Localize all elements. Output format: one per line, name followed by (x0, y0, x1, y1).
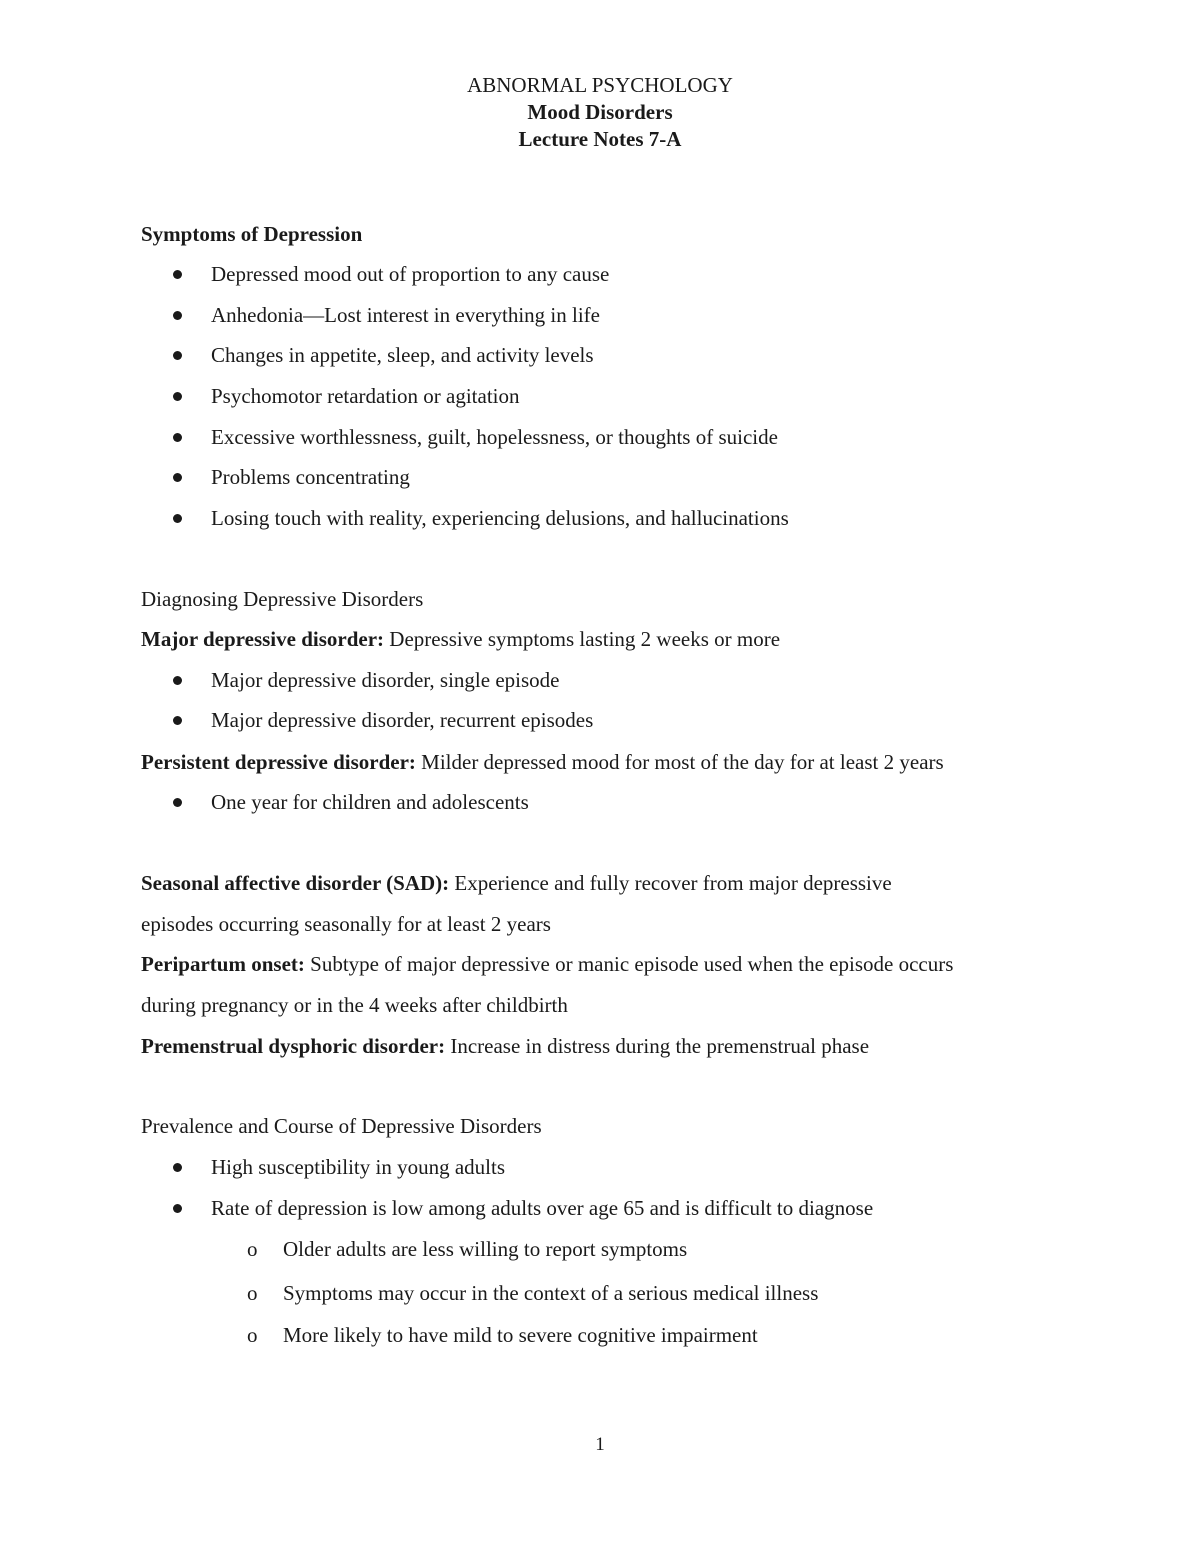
definition: Subtype of major depressive or manic episode used when the episode occurs (304, 952, 954, 976)
list-item: High susceptibility in young adults (211, 1153, 505, 1181)
persistent-depressive-definition (141, 748, 944, 776)
definition: Increase in distress during the premenstrual phase (445, 1034, 870, 1058)
circle-bullet-icon: o (247, 1281, 258, 1305)
list-item: Rate of depression is low among adults over age 65 and is difficult to diagnose (211, 1194, 873, 1222)
bullet-icon (173, 716, 182, 725)
sub-list-item: o Symptoms may occur in the context of a serious medical illness (247, 1281, 819, 1305)
bullet-icon (173, 676, 182, 685)
course-title: ABNORMAL PSYCHOLOGY (467, 73, 733, 97)
list-item: Changes in appetite, sleep, and activity levels (211, 341, 594, 369)
seasonal-definition-continued: episodes occurring seasonally for at least 2 years (141, 912, 551, 936)
definition: Depressive symptoms lasting 2 weeks or more (384, 627, 781, 651)
sub-list-item: o Older adults are less willing to report symptoms (247, 1237, 688, 1261)
bullet-icon (173, 473, 182, 482)
term: Seasonal affective disorder (SAD): (141, 871, 450, 895)
topic-title: Mood Disorders (527, 100, 673, 124)
sub-list-item: o More likely to have mild to severe cognitive impairment (247, 1323, 758, 1347)
list-item: One year for children and adolescents (211, 788, 529, 816)
term: Premenstrual dysphoric disorder: (141, 1034, 446, 1058)
bullet-icon (173, 1204, 182, 1213)
list-item: Major depressive disorder, recurrent episodes (211, 706, 593, 734)
list-item: Losing touch with reality, experiencing delusions, and hallucinations (211, 504, 789, 532)
document-header (0, 72, 1200, 153)
bullet-icon (173, 514, 182, 523)
lecture-title: Lecture Notes 7-A (518, 127, 682, 151)
diagnosing-heading: Diagnosing Depressive Disorders (141, 587, 424, 611)
bullet-icon (173, 311, 182, 320)
circle-bullet-icon: o (247, 1323, 258, 1347)
bullet-icon (173, 1163, 182, 1172)
definition: Milder depressed mood for most of the day for at least 2 years (415, 750, 944, 774)
bullet-icon (173, 392, 182, 401)
bullet-icon (173, 270, 182, 279)
term: Persistent depressive disorder: (141, 750, 416, 774)
list-item: Anhedonia—Lost interest in everything in life (211, 301, 600, 329)
list-item: Problems concentrating (211, 463, 410, 491)
list-item: Psychomotor retardation or agitation (211, 382, 520, 410)
prevalence-heading: Prevalence and Course of Depressive Disorders (141, 1114, 542, 1138)
peripartum-definition (141, 950, 953, 978)
premenstrual-definition (141, 1032, 869, 1060)
major-depressive-definition (141, 625, 780, 653)
list-item: Depressed mood out of proportion to any cause (211, 260, 609, 288)
circle-bullet-icon: o (247, 1237, 258, 1261)
bullet-icon (173, 798, 182, 807)
page-number: 1 (595, 1434, 605, 1455)
definition: Experience and fully recover from major depressive (449, 871, 892, 895)
seasonal-definition (141, 869, 892, 897)
term: Peripartum onset: (141, 952, 305, 976)
list-item: Major depressive disorder, single episode (211, 666, 560, 694)
bullet-icon (173, 433, 182, 442)
symptoms-heading: Symptoms of Depression (141, 222, 363, 246)
list-item: Excessive worthlessness, guilt, hopelessness, or thoughts of suicide (211, 423, 778, 451)
term: Major depressive disorder: (141, 627, 385, 651)
peripartum-definition-continued: during pregnancy or in the 4 weeks after childbirth (141, 993, 568, 1017)
bullet-icon (173, 351, 182, 360)
